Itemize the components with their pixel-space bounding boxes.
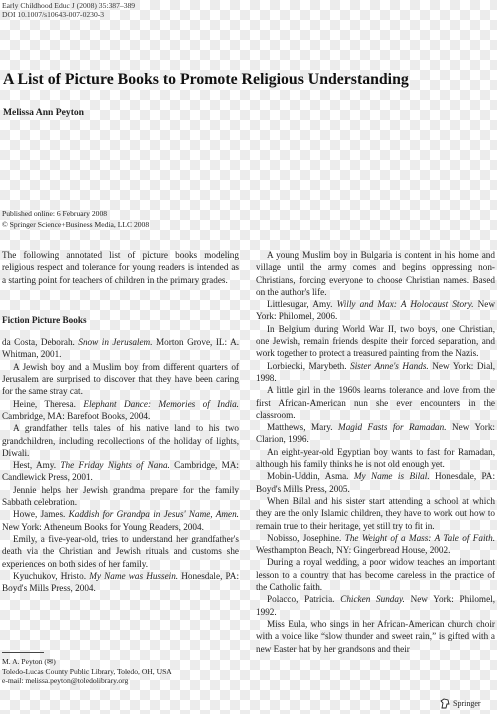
book-title: The Friday Nights of Nana. [60, 460, 170, 471]
book-entry [256, 446, 495, 471]
book-entry [256, 470, 495, 495]
book-entry [256, 556, 495, 593]
entry-text: An eight-year-old Egyptian boy wants to fast for Ramadan, although his family thinks he is not old enough yet. [256, 446, 495, 470]
running-header [2, 1, 135, 19]
copyright: © Springer Science+Business Media, LLC 2008 [2, 220, 150, 229]
entry-text: New York: Atheneum Books for Young Readers, 2004. [2, 521, 204, 532]
entry-text: Polacco, Patricia. [267, 594, 341, 605]
journal-citation: Early Childhood Educ J (2008) 35:387–389 [2, 1, 136, 10]
right-column [256, 249, 495, 655]
book-entry [2, 398, 239, 423]
book-title: Snow in Jerusalem. [78, 337, 153, 348]
book-entry [2, 361, 239, 398]
entry-text: A young Muslim boy in Bulgaria is content in his home and village until the army comes and begins oppressing non-Christians, forcing everyone to choose Christian names. Based on the author's life. [256, 250, 495, 297]
book-entry [2, 508, 239, 533]
left-entry-list [2, 336, 239, 594]
book-title: Magid Fasts for Ramadan. [338, 422, 447, 433]
entry-text: Morton Grove, IL: A. Whitman, 2001. [2, 337, 240, 360]
correspondence-name: M. A. Peyton (✉) [2, 657, 56, 666]
footnote-rule [2, 652, 44, 653]
entry-text: Kyuchukov, Hristo. [13, 570, 90, 581]
book-title: Kaddish for Grandpa in Jesus' Name, Amen. [68, 509, 239, 520]
book-entry [256, 249, 495, 298]
article-title: A List of Picture Books to Promote Religious Understanding [3, 71, 409, 88]
correspondence-email[interactable]: e-mail: melissa.peyton@toledolibrary.org [2, 676, 129, 686]
book-title: Willy and Max: A Holocaust Story. [336, 299, 474, 310]
entry-text: Nobisso, Josephine. [267, 532, 345, 543]
book-entry [256, 495, 495, 532]
book-entry [2, 336, 239, 361]
entry-text: Howe, James. [13, 509, 69, 520]
entry-text: Honesdale, PA: Boyd's Mills Press, 2005. [256, 471, 495, 494]
correspondence-affiliation: Toledo-Lucas County Public Library, Toledo, OH, USA [2, 666, 172, 676]
book-entry [256, 384, 495, 421]
section-heading: Fiction Picture Books [2, 314, 87, 325]
publication-info [2, 208, 149, 230]
book-entry [2, 484, 239, 509]
book-entry [2, 422, 239, 459]
entry-text: A grandfather tells tales of his native land to his two grandchildren, including recollections of the holiday of lights, Diwali. [2, 423, 239, 458]
book-entry [256, 532, 495, 557]
book-entry [256, 593, 495, 618]
entry-text: Heine, Theresa. [13, 398, 84, 409]
entry-text: Mobin-Uddin, Asma. [267, 471, 354, 482]
springer-horse-icon [440, 698, 450, 709]
entry-text: Cambridge, MA: Candlewick Press, 2001. [2, 460, 239, 483]
entry-text: Honesdale, PA: Boyd's Mills Press, 2004. [2, 570, 239, 594]
entry-text: In Belgium during World War II, two boys, one Christian, one Jewish, remain friends despite their forced separation, and work together to protect a treasured painting from the Nazis. [256, 323, 495, 359]
entry-text: New York: Clarion, 1996. [256, 422, 495, 445]
right-entry-list [256, 249, 495, 655]
left-column [2, 249, 239, 594]
entry-text: Jennie helps her Jewish grandma prepare for the family Sabbath celebration. [2, 484, 239, 508]
book-entry [256, 360, 495, 385]
book-title: The Weight of a Mass: A Tale of Faith. [344, 532, 495, 543]
book-entry [2, 570, 239, 595]
entry-text: A little girl in the 1960s learns tolerance and love from the first African-American nun she ever encounters in the classroom. [256, 385, 495, 420]
correspondence-footnote [2, 657, 172, 686]
entry-text: da Costa, Deborah. [2, 337, 79, 348]
entry-text: New York: Dial, 1998. [256, 360, 496, 383]
book-title: Chicken Sunday. [340, 594, 405, 605]
publisher-logo [440, 698, 481, 709]
entry-text: Westhampton Beach, NY: Gingerbread House, 2002. [256, 545, 451, 556]
author-name: Melissa Ann Peyton [3, 107, 85, 118]
entry-text: Littlesugar, Amy. [267, 299, 337, 310]
entry-text: Matthews, Mary. [267, 422, 339, 433]
book-entry [256, 421, 495, 446]
entry-text: Hest, Amy. [13, 460, 61, 471]
entry-text: A Jewish boy and a Muslim boy from different quarters of Jerusalem are surprised to discover that they have been caring for the same stray cat. [2, 361, 239, 397]
book-entry [256, 618, 495, 655]
book-entry [2, 459, 239, 484]
entry-text: Emily, a five-year-old, tries to understand her grandfather's death via the Christian and Jewish rituals and customs she experiences on both sides of her family. [2, 533, 239, 569]
doi: DOI 10.1007/s10643-007-0230-3 [2, 10, 105, 19]
book-title: My Name is Bilal. [353, 471, 430, 482]
book-entry [256, 298, 495, 323]
entry-text: New York: Philomel, 2006. [256, 299, 495, 322]
entry-text: During a royal wedding, a poor widow teaches an important lesson to a country that has become careless in the practice of the Catholic faith. [256, 557, 495, 593]
book-entry [256, 323, 495, 360]
book-title: My Name was Hussein. [89, 570, 179, 581]
published-online: Published online: 6 February 2008 [2, 209, 108, 218]
abstract: The following annotated list of picture books modeling religious respect and tolerance for young readers is intended as a starting point for teachers of children in the primary grades. [2, 250, 239, 285]
entry-text: New York: Philomel, 1992. [256, 594, 495, 617]
book-title: Elephant Dance: Memories of India. [83, 398, 239, 409]
book-entry [2, 533, 239, 570]
entry-text: Miss Eula, who sings in her African-American church choir with a voice like “slow thunder and sweet rain,” is gifted with a new Easter hat by her grandsons and their [256, 618, 495, 654]
entry-text: Lorbiecki, Marybeth. [267, 360, 351, 371]
book-title: Sister Anne's Hands. [350, 360, 429, 371]
entry-text: Cambridge, MA: Barefoot Books, 2004. [2, 410, 151, 421]
entry-text: When Bilal and his sister start attending a school at which they are the only Islamic children, they have to work out how to remain true to their heritage, yet still try to fit in. [256, 495, 495, 531]
publisher-name: Springer [453, 699, 481, 708]
